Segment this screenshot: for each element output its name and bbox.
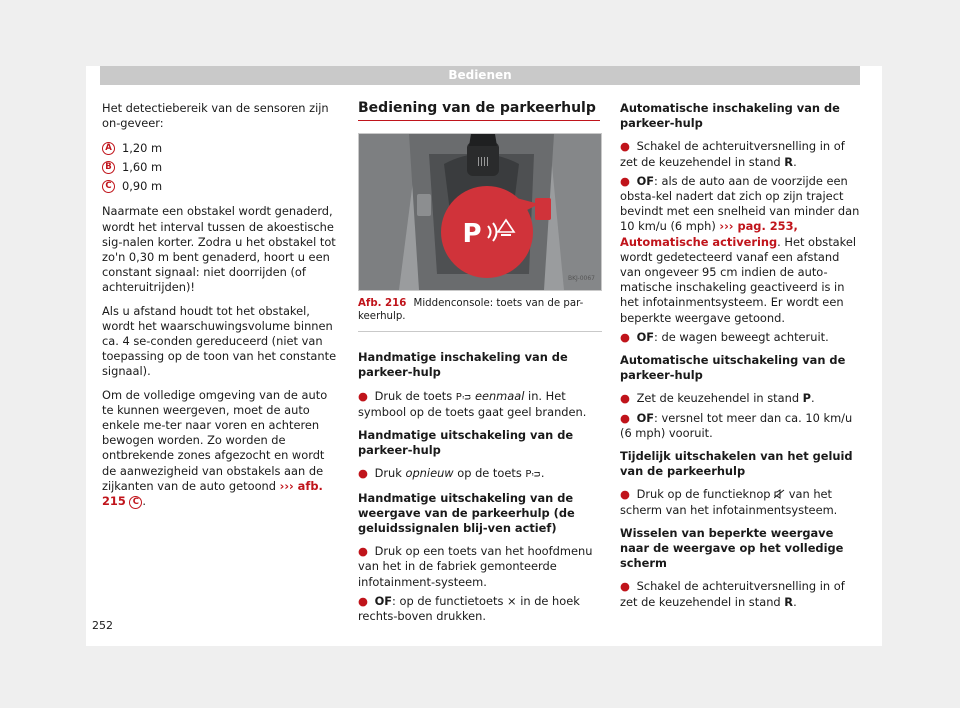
- bullet-text: . Het obstakel wordt gedetecteerd vanaf een afstand van ongeveer 95 cm indien de auto-matische inschakeling geactiveerd is in het infotainmentsysteem. Er wordt een beperkte weergave getoond.: [620, 234, 857, 325]
- bullet-text: in. Het symbool op de toets gaat geel branden.: [358, 388, 587, 419]
- emphasis: eenmaal: [474, 388, 525, 403]
- bullet-item: [620, 139, 862, 169]
- emphasis: opnieuw: [405, 466, 454, 481]
- paragraph: Naarmate een obstakel wordt genaderd, wordt het interval tussen de akoestische sig-nalen korter. Zodra u het obstakel tot zo'n 0,30 m bent genaderd, hoort u een constant signaal: niet doorrijden (of achteruitrijden)!: [102, 204, 336, 295]
- bullet-text: : als de auto aan de voorzijde een obsta-kel nadert dat zich op zijn traject bevindt met een snelheid van minder dan 10 km/u (6 mph): [620, 173, 860, 234]
- distance-item: [102, 158, 342, 177]
- page-number: 252: [92, 619, 113, 632]
- bold-text: OF: [636, 410, 655, 425]
- bullet-icon: ●: [358, 544, 368, 559]
- distance-item: [102, 139, 342, 158]
- bullet-item: [358, 594, 602, 624]
- bold-text: P: [802, 391, 812, 406]
- bullet-text: Druk de toets: [374, 388, 453, 403]
- bold-text: R: [784, 594, 794, 609]
- distance-value: 0,90 m: [122, 179, 163, 194]
- bullet-text: : versnel tot meer dan ca. 10 km/u (6 mph) vooruit.: [620, 410, 853, 440]
- bullet-icon: ●: [358, 593, 368, 608]
- column-middle: [358, 101, 602, 632]
- bullet-icon: ●: [620, 139, 630, 154]
- park-assist-icon: Pᴞ: [525, 469, 541, 481]
- subheading: Handmatige uitschakeling van de weergave van de parkeerhulp (de geluidssignalen blij-ven actief): [358, 490, 575, 536]
- bold-text: OF: [374, 593, 393, 608]
- button-label: P: [462, 219, 482, 250]
- figure-center-console: [358, 133, 602, 291]
- caption-text: Middenconsole: toets van de par-keerhulp.: [358, 298, 584, 323]
- bullet-icon: ●: [620, 579, 630, 594]
- section-title-text: Bediening van de parkeerhulp: [358, 100, 596, 116]
- subheading: Handmatige inschakeling van de parkeer-hulp: [358, 350, 568, 380]
- figure-caption: [358, 297, 602, 332]
- subheading: Wisselen van beperkte weergave naar de weergave op het volledige scherm: [620, 525, 844, 571]
- center-console-illustration: [359, 134, 601, 290]
- bullet-item: [620, 411, 862, 441]
- bullet-item: [620, 487, 862, 517]
- subheading: Handmatige uitschakeling van de parkeer-hulp: [358, 428, 574, 458]
- punctuation: .: [811, 391, 815, 406]
- bullet-icon: ●: [620, 410, 630, 425]
- bullet-text: Schakel de achteruitversnelling in of zet de keuzehendel in stand: [620, 139, 845, 169]
- marker-a: A: [102, 142, 115, 155]
- intro-text: Het detectiebereik van de sensoren zijn on-geveer:: [102, 101, 329, 131]
- marker-c: C: [129, 496, 142, 509]
- bullet-text: op de toets: [457, 466, 522, 481]
- header-title: Bedienen: [448, 68, 512, 82]
- bullet-item: [358, 466, 602, 482]
- section-title: [358, 101, 600, 121]
- bullet-item: [358, 389, 602, 420]
- subheading: Tijdelijk uitschakelen van het geluid van de parkeerhulp: [620, 449, 853, 479]
- bullet-item: [358, 544, 602, 590]
- distance-list: [102, 139, 342, 196]
- bullet-icon: ●: [358, 388, 368, 403]
- bullet-item: [620, 174, 862, 326]
- mute-icon: [774, 487, 789, 501]
- column-right: [620, 101, 862, 618]
- caption-label: Afb. 216: [358, 298, 407, 310]
- distance-item: [102, 177, 342, 196]
- close-icon: ×: [507, 593, 517, 608]
- header-bar: [100, 66, 860, 85]
- paragraph-text: Om de volledige omgeving van de auto te kunnen weergeven, moet de auto enkele me-ter naar voren en achteren bewogen worden. Zo worden de ontbrekende zones afgezocht en wordt de aanwezigheid van obstakels aan de zijkanten van de auto getoond: [102, 387, 328, 493]
- bullet-text: van het scherm van het infotainmentsysteem.: [620, 487, 838, 517]
- subheading: Automatische inschakeling van de parkeer-hulp: [620, 101, 840, 131]
- bullet-text: Zet de keuzehendel in stand: [636, 391, 800, 406]
- bullet-text: in de hoek rechts-boven drukken.: [358, 593, 580, 624]
- bullet-icon: ●: [620, 173, 630, 188]
- bold-text: OF: [636, 329, 655, 344]
- marker-c: C: [102, 180, 115, 193]
- bullet-item: [620, 330, 862, 345]
- marker-b: B: [102, 161, 115, 174]
- bullet-text: Druk op een toets van het hoofdmenu van het in de fabriek gemonteerde infotainment-systeem.: [358, 544, 593, 589]
- svg-text:||||: ||||: [476, 157, 490, 168]
- bullet-text: Druk op de functieknop: [636, 487, 771, 502]
- paragraph: [102, 388, 342, 510]
- column-left: [102, 101, 342, 517]
- bullet-text: : de wagen beweegt achteruit.: [654, 329, 829, 344]
- punctuation: .: [142, 494, 147, 509]
- bullet-text: : op de functietoets: [392, 593, 504, 608]
- bullet-item: [620, 579, 862, 609]
- figure-code: BKJ-0067: [567, 275, 595, 282]
- bullet-icon: ●: [620, 487, 630, 502]
- figure-link[interactable]: ››› afb. 215: [102, 478, 323, 509]
- punctuation: .: [793, 594, 797, 609]
- punctuation: .: [793, 154, 797, 169]
- paragraph: Als u afstand houdt tot het obstakel, wordt het waarschuwingsvolume binnen ca. 4 se-conden gereduceerd (niet van toepassing op de toon van het constante signaal).: [102, 303, 337, 379]
- bold-text: OF: [636, 173, 655, 188]
- bullet-item: [620, 391, 862, 406]
- distance-value: 1,60 m: [122, 160, 163, 175]
- distance-value: 1,20 m: [122, 141, 163, 156]
- bullet-text: Schakel de achteruitversnelling in of zet de keuzehendel in stand: [620, 579, 845, 609]
- bullet-text: Druk: [374, 466, 402, 481]
- bullet-icon: ●: [358, 466, 368, 481]
- park-assist-icon: Pᴞ: [455, 391, 472, 403]
- bullet-icon: ●: [620, 329, 630, 344]
- bold-text: R: [784, 154, 794, 169]
- page-link[interactable]: ››› pag. 253, Automatische activering: [620, 219, 798, 249]
- subheading: Automatische uitschakeling van de parkeer-hulp: [620, 353, 846, 383]
- bullet-icon: ●: [620, 391, 630, 406]
- punctuation: .: [540, 466, 545, 481]
